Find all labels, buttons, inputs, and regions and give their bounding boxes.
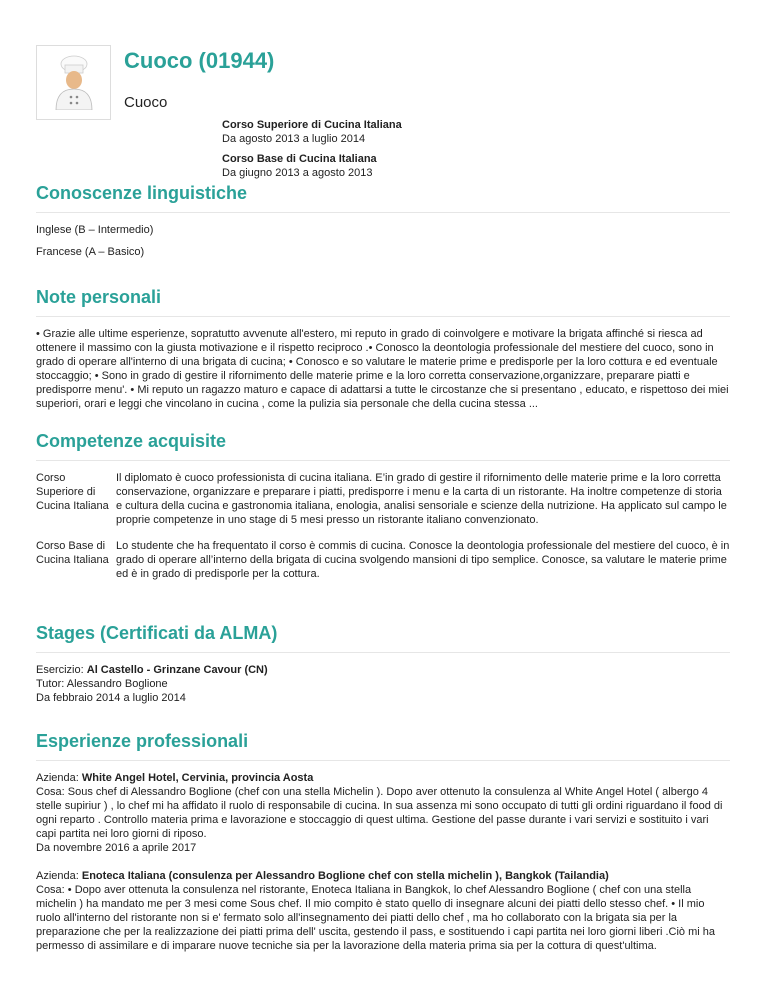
experience-company-label: Azienda: — [36, 772, 79, 784]
stage-label: Esercizio: — [36, 664, 84, 676]
page-title: Cuoco (01944) — [124, 48, 275, 73]
experience-date: Da novembre 2016 a aprile 2017 — [36, 842, 197, 854]
experience-text: Cosa: Sous chef di Alessandro Boglione (chef con una stella Michelin ). Dopo aver ottenuto la consulenza al White Angel Hotel ( albergo 4 stelle supiriur ) , lo chef mi ha affidato il ruolo di responsabile di cucina. In sua assenza mi sono occupato di tutti gli ordini riguardano il food di ogni reparto . Controllo materia prima e lavorazione e stoccaggio di quest ultima. Gestione del passe durante i vari servizi e sostituito i vari capi partita nei loro giorni di riposo. — [36, 786, 723, 840]
notes-section — [36, 286, 730, 411]
education-date: Da agosto 2013 a luglio 2014 — [222, 133, 366, 145]
skill-text: Il diplomato è cuoco professionista di cucina italiana. E’in grado di gestire il rifornimento delle materie prime e la loro corretta conservazione, organizzare e preparare i piatti, predisporre i menu e la carta di un ristorante. Ha inoltre competenze di storia e cultura della cucina e gastronomia italiana, enologia, analisi sensoriale e scienze della nutrizione. Ha applicato sul campo le proprie competenze in uno stage di 5 mesi presso un ristorante italiano convenzionato. — [116, 472, 727, 526]
experience-heading: Esperienze professionali — [36, 731, 249, 751]
divider — [36, 316, 730, 317]
education-item — [222, 118, 402, 146]
education-item — [222, 152, 402, 180]
divider — [36, 760, 730, 761]
skills-section — [36, 430, 730, 593]
stages-section — [36, 622, 730, 705]
education-list — [222, 118, 402, 186]
notes-text: • Grazie alle ultime esperienze, sopratutto avvenute all'estero, mi reputo in grado di coinvolgere e motivare la brigata affinché si riesca ad ottenere il massimo con la giusta motivazione e il rispetto reciproco .• Conosco la deontologia professionale del mestiere del cuoco, sono in grado di operare all'interno di una brigata di cucina; • Conosco e so valutare le materie prime e predisporle per la loro cottura e ed eventuale stoccaggio; • Sono in grado di gestire il rifornimento delle materie prime e la loro corretta conservazione,organizzare, preparare piatti e predisporre menu'. • Mi reputo un ragazzo maturo e capace di adattarsi a tutte le circostanze che si presentano , educato, e rispettoso dei miei superiori, orari e leggi che vincolano in cucina , come la pulizia sia personale che della cucina stessa ... — [36, 328, 729, 410]
skill-row — [36, 539, 730, 581]
role-subtitle: Cuoco — [124, 94, 168, 111]
education-title: Corso Superiore di Cucina Italiana — [222, 119, 402, 131]
divider — [36, 652, 730, 653]
language-item: Inglese (B – Intermedio) — [36, 224, 154, 236]
skills-heading: Competenze acquisite — [36, 431, 227, 451]
stage-place-name: Al Castello - Grinzane Cavour (CN) — [86, 664, 268, 676]
experience-company-label: Azienda: — [36, 870, 79, 882]
experience-company-name: White Angel Hotel, Cervinia, provincia Aosta — [81, 772, 314, 784]
notes-heading: Note personali — [36, 287, 162, 307]
languages-section — [36, 182, 730, 267]
experience-item — [36, 771, 730, 855]
experience-section — [36, 730, 730, 967]
education-title: Corso Base di Cucina Italiana — [222, 153, 377, 165]
stages-heading: Stages (Certificati da ALMA) — [36, 623, 278, 643]
education-date: Da giugno 2013 a agosto 2013 — [222, 167, 373, 179]
languages-heading: Conoscenze linguistiche — [36, 183, 248, 203]
skill-course: Corso Superiore di Cucina Italiana — [36, 472, 109, 512]
experience-company — [36, 771, 730, 785]
skill-row — [36, 471, 730, 527]
stage-date: Da febbraio 2014 a luglio 2014 — [36, 692, 186, 704]
skill-course: Corso Base di Cucina Italiana — [36, 540, 109, 566]
stage-tutor: Tutor: Alessandro Boglione — [36, 678, 168, 690]
language-item: Francese (A – Basico) — [36, 246, 145, 258]
avatar — [36, 45, 111, 120]
stage-place — [36, 663, 730, 677]
experience-company — [36, 869, 730, 883]
experience-company-name: Enoteca Italiana (consulenza per Alessandro Boglione chef con stella michelin ), Bangkok (Tailandia) — [81, 870, 609, 882]
chef-avatar-icon — [52, 54, 96, 110]
experience-item — [36, 869, 730, 953]
skill-text: Lo studente che ha frequentato il corso è commis di cucina. Conosce la deontologia professionale del mestiere del cuoco, è in grado di operare all’interno della brigata di cucina svolgendo mansioni di tipo semplice. Conosce, sa valutare le materie prime ed è in grado di predisporle per la cottura. — [116, 540, 730, 580]
divider — [36, 460, 730, 461]
divider — [36, 212, 730, 213]
experience-text: Cosa: • Dopo aver ottenuta la consulenza nel ristorante, Enoteca Italiana in Bangkok, lo chef Alessandro Boglione ( chef con una stella michelin ) ha mandato me per 3 mesi come Sous chef. Il mio compito è stato quello di insegnare alcuni dei piatti dello stesso chef. • Il mio ruolo all'interno del ristorante non si e' fermato solo all'insegnamento dei piatti dello chef , ma ho collaborato con la brigata sia per la preparazione che per la realizzazione dei piatti prima dell' uscita, gestendo il pass, e sostituendo i capi partita nei loro giorni liberi .Ciò mi ha permesso di assimilare e di imparare nuove tecniche sia per la lavorazione della materia prima sia per la cottura di quest'ultima. — [36, 884, 715, 952]
